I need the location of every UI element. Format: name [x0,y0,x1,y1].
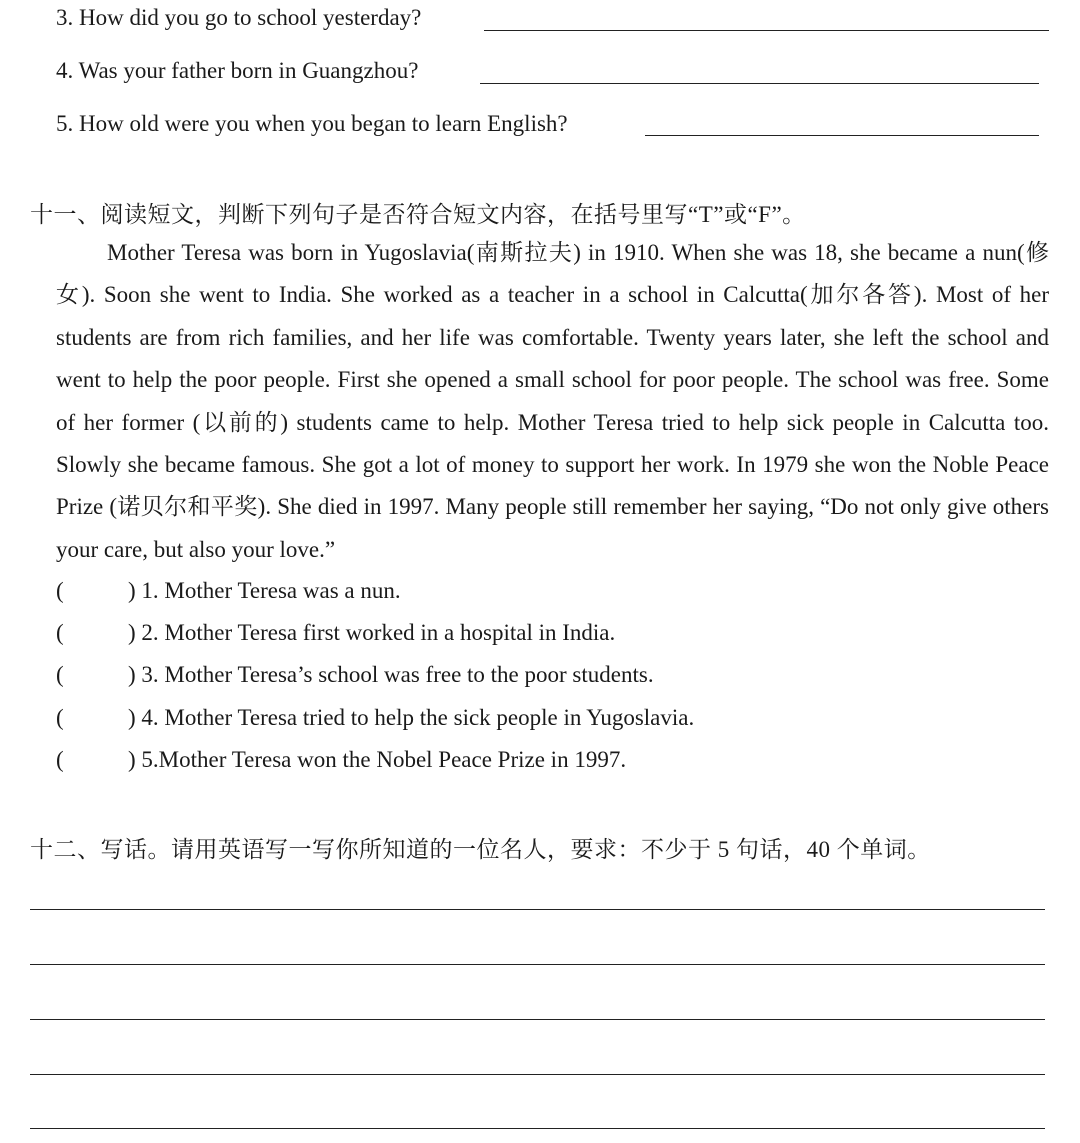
tf-item-text: ) 3. Mother Teresa’s school was free to the poor students. [128,662,654,687]
writing-line-3[interactable] [30,1019,1045,1020]
answer-line-4[interactable] [480,83,1039,84]
writing-line-4[interactable] [30,1074,1045,1075]
section-11-heading: 十一、阅读短文，判断下列句子是否符合短文内容，在括号里写“T”或“F”。 [30,202,806,227]
tf-item-text: ) 5.Mother Teresa won the Nobel Peace Prize in 1997. [128,747,627,772]
tf-item-text: ) 2. Mother Teresa first worked in a hospital in India. [128,620,616,645]
question-4: 4. Was your father born in Guangzhou? [56,58,419,83]
question-5: 5. How old were you when you began to learn English? [56,111,568,136]
reading-passage: Mother Teresa was born in Yugoslavia(南斯拉夫) in 1910. When she was 18, she became a nun(修女). Soon she went to India. She worked as a teacher in a school in Calcutta(加尔各答). Most of her students are from rich families, and her life was comfortable. Twenty years later, she left the school and went to help the poor people. First she opened a small school for poor people. The school was free. Some of her former (以前的) students came to help. Mother Teresa tried to help sick people in Calcutta too. Slowly she became famous. She got a lot of money to support her work. In 1979 she won the Noble Peace Prize (诺贝尔和平奖). She died in 1997. Many people still remember her saying, “Do not only give others your care, but also your love.” [56,240,1049,562]
writing-line-5[interactable] [30,1128,1045,1129]
tf-item-text: ) 4. Mother Teresa tried to help the sick people in Yugoslavia. [128,705,695,730]
answer-blank[interactable]: ( [56,578,64,603]
writing-line-2[interactable] [30,964,1045,965]
answer-line-5[interactable] [645,135,1039,136]
answer-blank[interactable]: ( [56,747,64,772]
question-3: 3. How did you go to school yesterday? [56,5,422,30]
answer-blank[interactable]: ( [56,662,64,687]
tf-item-text: ) 1. Mother Teresa was a nun. [128,578,401,603]
section-12-heading: 十二、写话。请用英语写一写你所知道的一位名人，要求：不少于 5 句话，40 个单词。 [30,837,931,862]
answer-blank[interactable]: ( [56,620,64,645]
answer-blank[interactable]: ( [56,705,64,730]
answer-line-3[interactable] [484,30,1049,31]
writing-line-1[interactable] [30,909,1045,910]
